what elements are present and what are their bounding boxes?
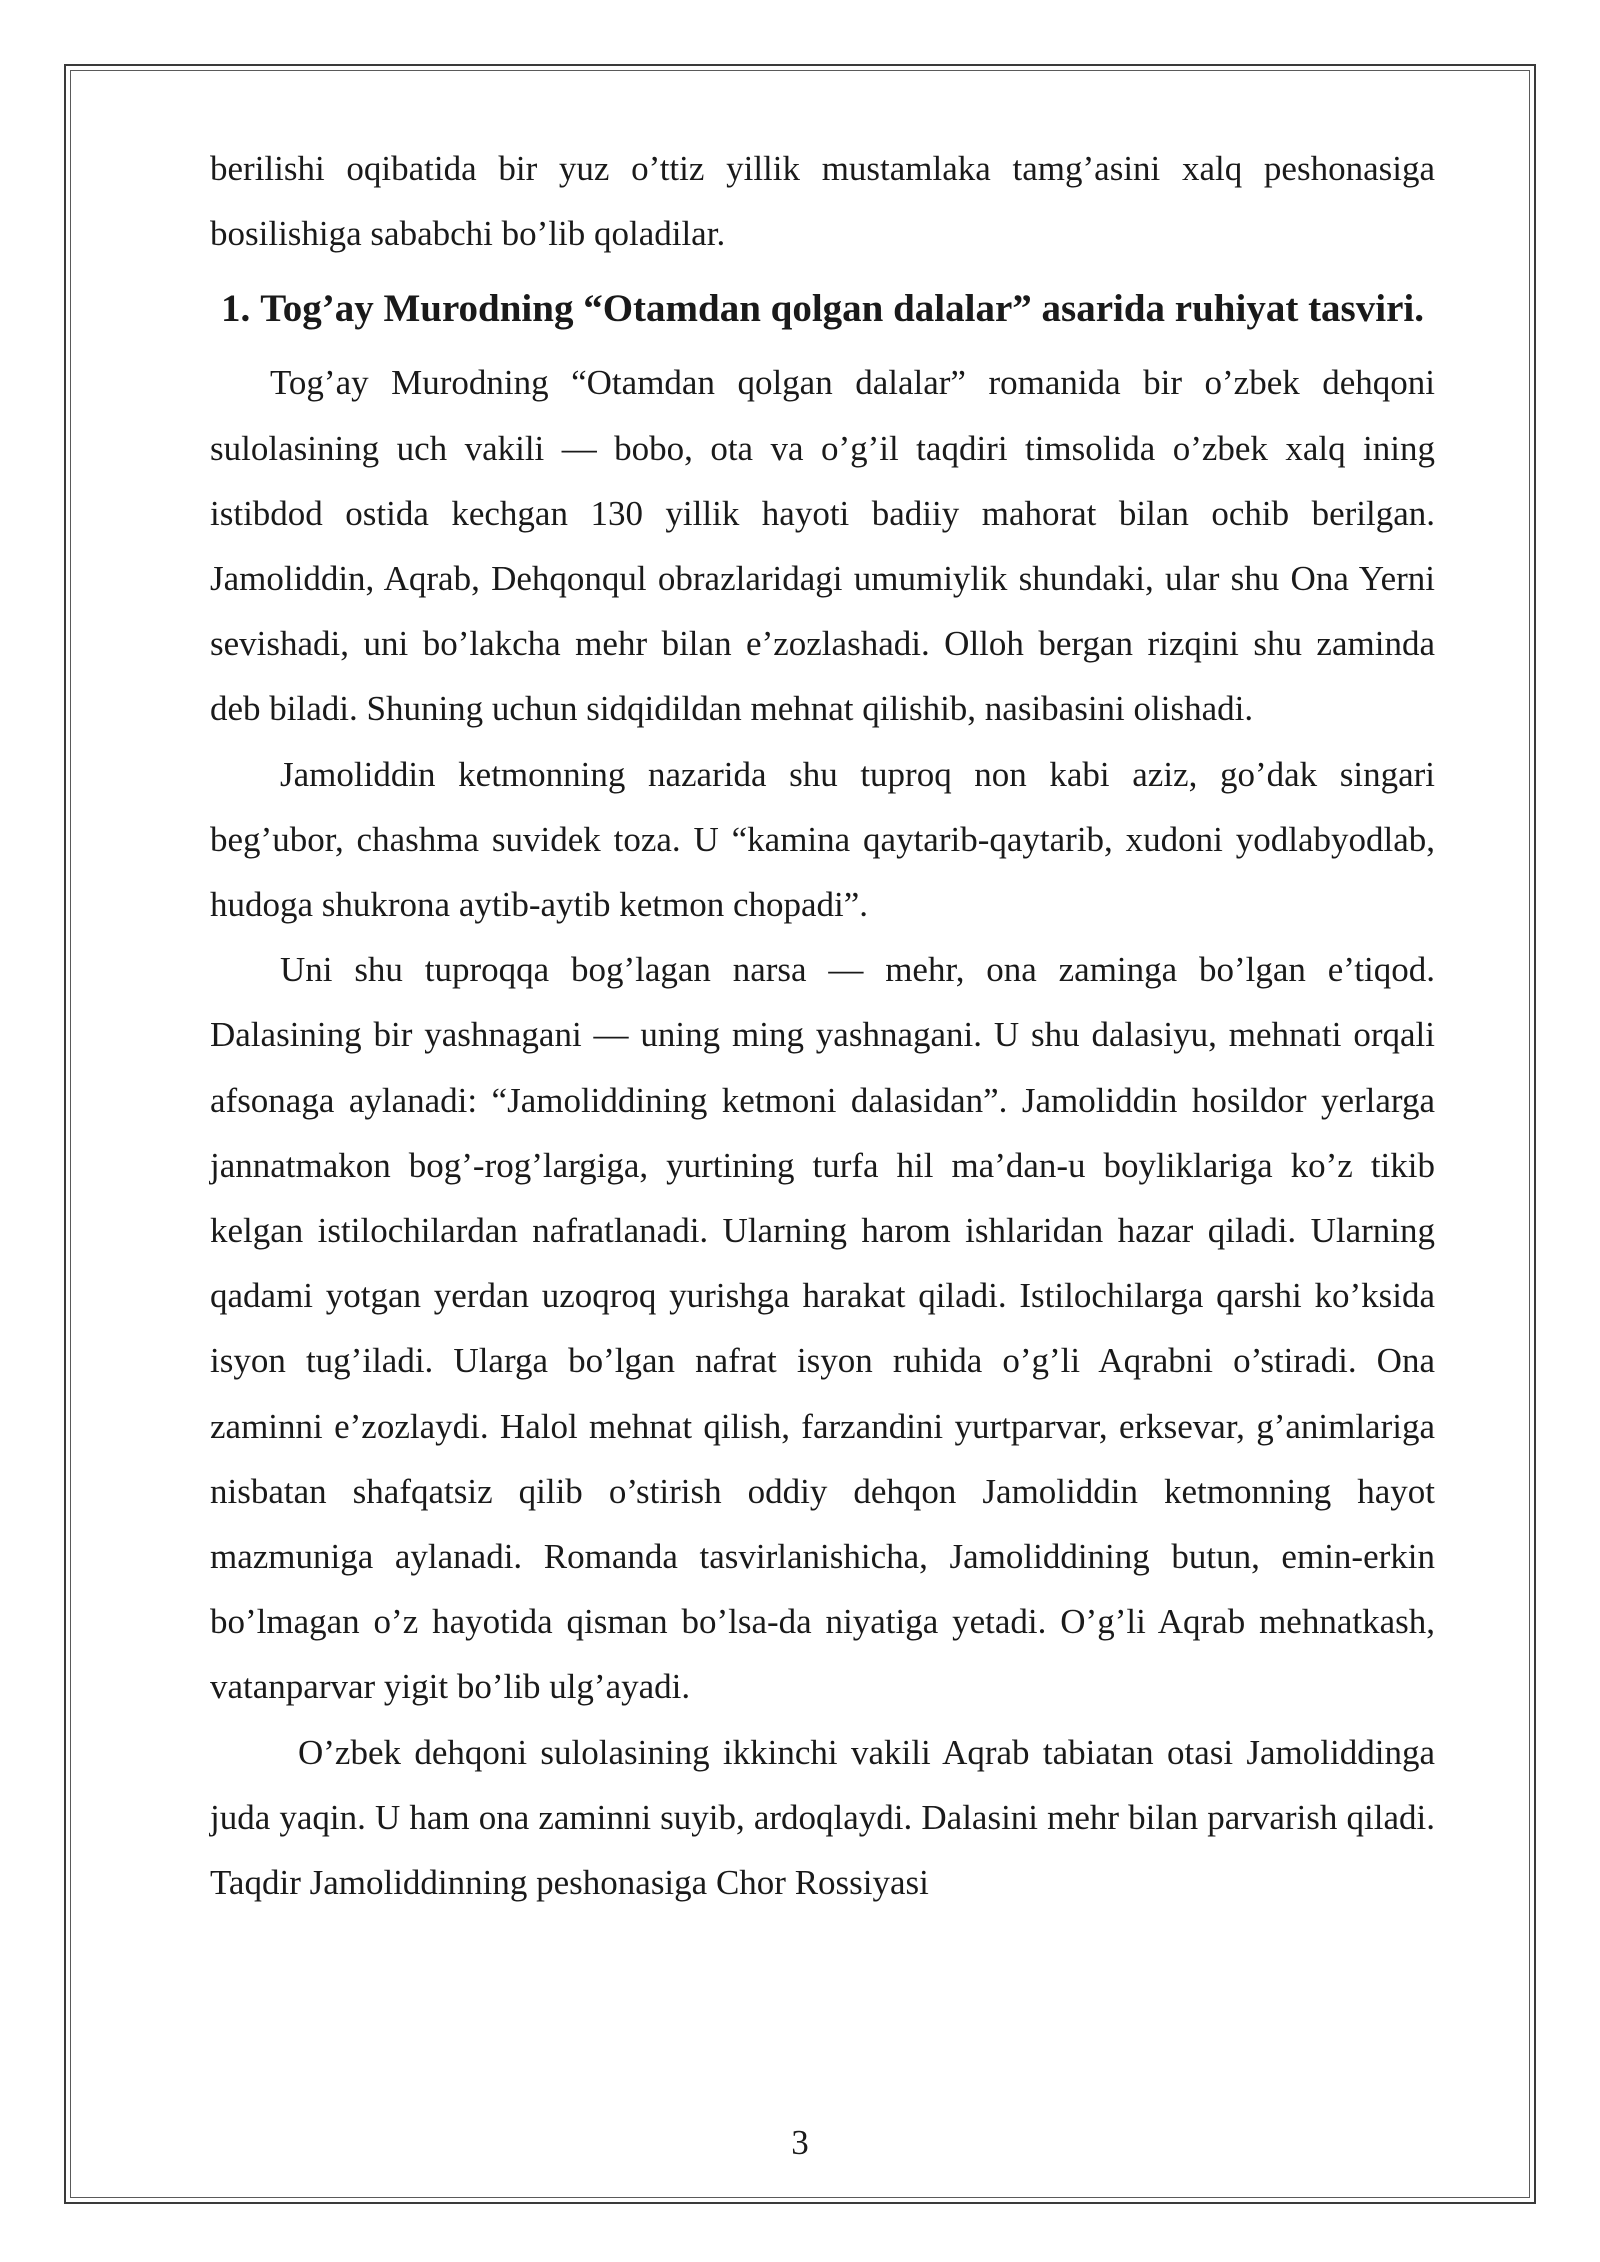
section-number: 1. (221, 287, 251, 331)
paragraph-4: O’zbek dehqoni sulolasining ikkinchi vakili Aqrab tabiatan otasi Jamoliddinga juda yaqin. U ham ona zaminni suyib, ardoqlaydi. Dalasini mehr bilan parvarish qiladi. Taqdir Jamoliddinning peshonasiga Chor Rossiyasi (210, 1732, 1435, 1903)
paragraph-3: Uni shu tuproqqa bog’lagan narsa — mehr, ona zaminga bo’lgan e’tiqod. Dalasining bir yashnagani — uning ming yashnagani. U shu dalasiyu, mehnati orqali afsonaga aylanadi: “Jamoliddining ketmoni dalasidan”. Jamoliddin hosildor yerlarga jannatmakon bog’-rog’largiga, yurtining turfa hil ma’dan-u boyliklariga ko’z tikib kelgan istilochilardan nafratlanadi. Ularning harom ishlaridan hazar qiladi. Ularning qadami yotgan yerdan uzoqroq yurishga harakat qiladi. Istilochilarga qarshi ko’ksida isyon tug’iladi. Ularga bo’lgan nafrat isyon ruhida o’g’li Aqrabni o’stiradi. Ona zaminni e’zozlaydi. Halol mehnat qilish, farzandini yurtparvar, erksevar, g’animlariga nisbatan shafqatsiz qilib o’stirish oddiy dehqon Jamoliddin ketmonning hayot mazmuniga aylanadi. Romanda tasvirlanishicha, Jamoliddining butun, emin-erkin bo’lmagan o’z hayotida qisman bo’lsa-da niyatiga yetadi. O’g’li Aqrab mehnatkash, vatanparvar yigit bo’lib ulg’ayadi. (210, 950, 1435, 1707)
document-body (210, 136, 1435, 1915)
section-title: Tog’ay Murodning “Otamdan qolgan dalalar” asarida ruhiyat tasviri. (260, 287, 1424, 331)
section-heading (210, 272, 1435, 346)
page-number: 3 (791, 2123, 809, 2162)
paragraph-2: Jamoliddin ketmonning nazarida shu tuproq non kabi aziz, go’dak singari beg’ubor, chashma suvidek toza. U “kamina qaytarib-qaytarib, xudoni yodlabyodlab, hudoga shukrona aytib-aytib ketmon chopadi”. (210, 754, 1435, 925)
intro-paragraph: berilishi oqibatida bir yuz o’ttiz yillik mustamlaka tamg’asini xalq peshonasiga bosilishiga sababchi bo’lib qoladilar. (210, 149, 1435, 254)
paragraph-1: Tog’ay Murodning “Otamdan qolgan dalalar” romanida bir o’zbek dehqoni sulolasining uch vakili — bobo, ota va o’g’il taqdiri timsolida o’zbek xalq ining istibdod ostida kechgan 130 yillik hayoti badiiy mahorat bilan ochib berilgan. Jamoliddin, Aqrab, Dehqonqul obrazlaridagi umumiylik shundaki, ular shu Ona Yerni sevishadi, uni bo’lakcha mehr bilan e’zozlashadi. Olloh bergan rizqini shu zaminda deb biladi. Shuning uchun sidqidildan mehnat qilishib, nasibasini olishadi. (210, 363, 1435, 729)
